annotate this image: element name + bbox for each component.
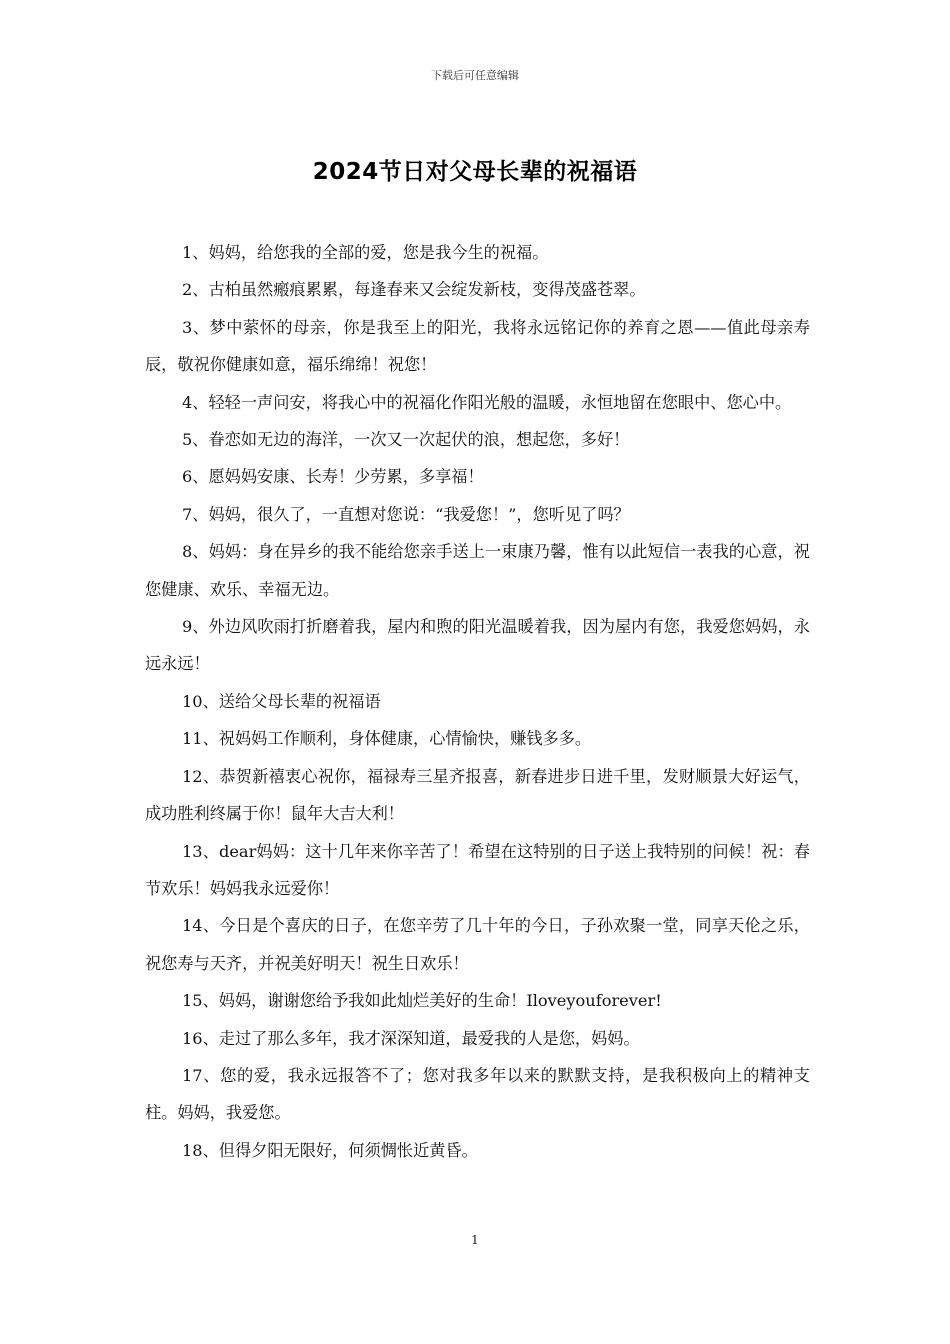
paragraph-16: 16、走过了那么多年，我才深深知道，最爱我的人是您，妈妈。 — [182, 1028, 640, 1048]
paragraph-7: 7、妈妈，很久了，一直想对您说：“我爱您！”，您听见了吗？ — [182, 504, 630, 524]
paragraph-2: 2、古柏虽然瘢痕累累，每逢春来又会绽发新枝，变得茂盛苍翠。 — [182, 280, 646, 300]
paragraph-8: 8、妈妈：身在异乡的我不能给您亲手送上一束康乃馨，惟有以此短信一表我的心意，祝您健康、欢乐、幸福无边。 — [145, 542, 810, 599]
paragraph-17: 17、您的爱，我永远报答不了；您对我多年以来的默默支持，是我积极向上的精神支柱。妈妈，我爱您。 — [145, 1065, 810, 1123]
paragraph-13: 13、dear妈妈：这十几年来你辛苦了！希望在这特别的日子送上我特别的问候！祝：春节欢乐！妈妈我永远爱你！ — [145, 841, 810, 898]
paragraph-6: 6、愿妈妈安康、长寿！少劳累，多享福！ — [182, 467, 484, 487]
paragraph-9: 9、外边风吹雨打折磨着我，屋内和煦的阳光温暖着我，因为屋内有您，我爱您妈妈，永远永远！ — [145, 617, 810, 674]
paragraph-15: 15、妈妈，谢谢您给予我如此灿烂美好的生命！Iloveyouforever! — [182, 991, 662, 1011]
paragraph-18: 18、但得夕阳无限好，何须惆怅近黄昏。 — [182, 1140, 478, 1160]
paragraph-5: 5、眷恋如无边的海洋，一次又一次起伏的浪，想起您，多好！ — [182, 430, 630, 450]
header-note: 下载后可任意编辑 — [431, 69, 519, 82]
document-body — [145, 234, 810, 1169]
paragraph-1: 1、妈妈，给您我的全部的爱，您是我今生的祝福。 — [182, 243, 549, 262]
page-number: 1 — [471, 1233, 479, 1247]
paragraph-3: 3、梦中萦怀的母亲，你是我至上的阳光，我将永远铭记你的养育之恩——值此母亲寿辰，敬祝你健康如意，福乐绵绵！祝您！ — [145, 317, 810, 375]
paragraph-11: 11、祝妈妈工作顺利，身体健康，心情愉快，赚钱多多。 — [182, 729, 592, 749]
paragraph-14: 14、今日是个喜庆的日子，在您辛劳了几十年的今日，子孙欢聚一堂，同享天伦之乐，祝您寿与天齐，并祝美好明天！祝生日欢乐！ — [145, 916, 810, 973]
paragraph-10: 10、送给父母长辈的祝福语 — [182, 691, 381, 711]
paragraph-4: 4、轻轻一声问安，将我心中的祝福化作阳光般的温暖，永恒地留在您眼中、您心中。 — [182, 392, 792, 412]
paragraph-12: 12、恭贺新禧衷心祝你，福禄寿三星齐报喜，新春进步日进千里，发财顺景大好运气，成功胜利终属于你！鼠年大吉大利！ — [145, 766, 810, 824]
document-title: 2024节日对父母长辈的祝福语 — [312, 159, 638, 185]
